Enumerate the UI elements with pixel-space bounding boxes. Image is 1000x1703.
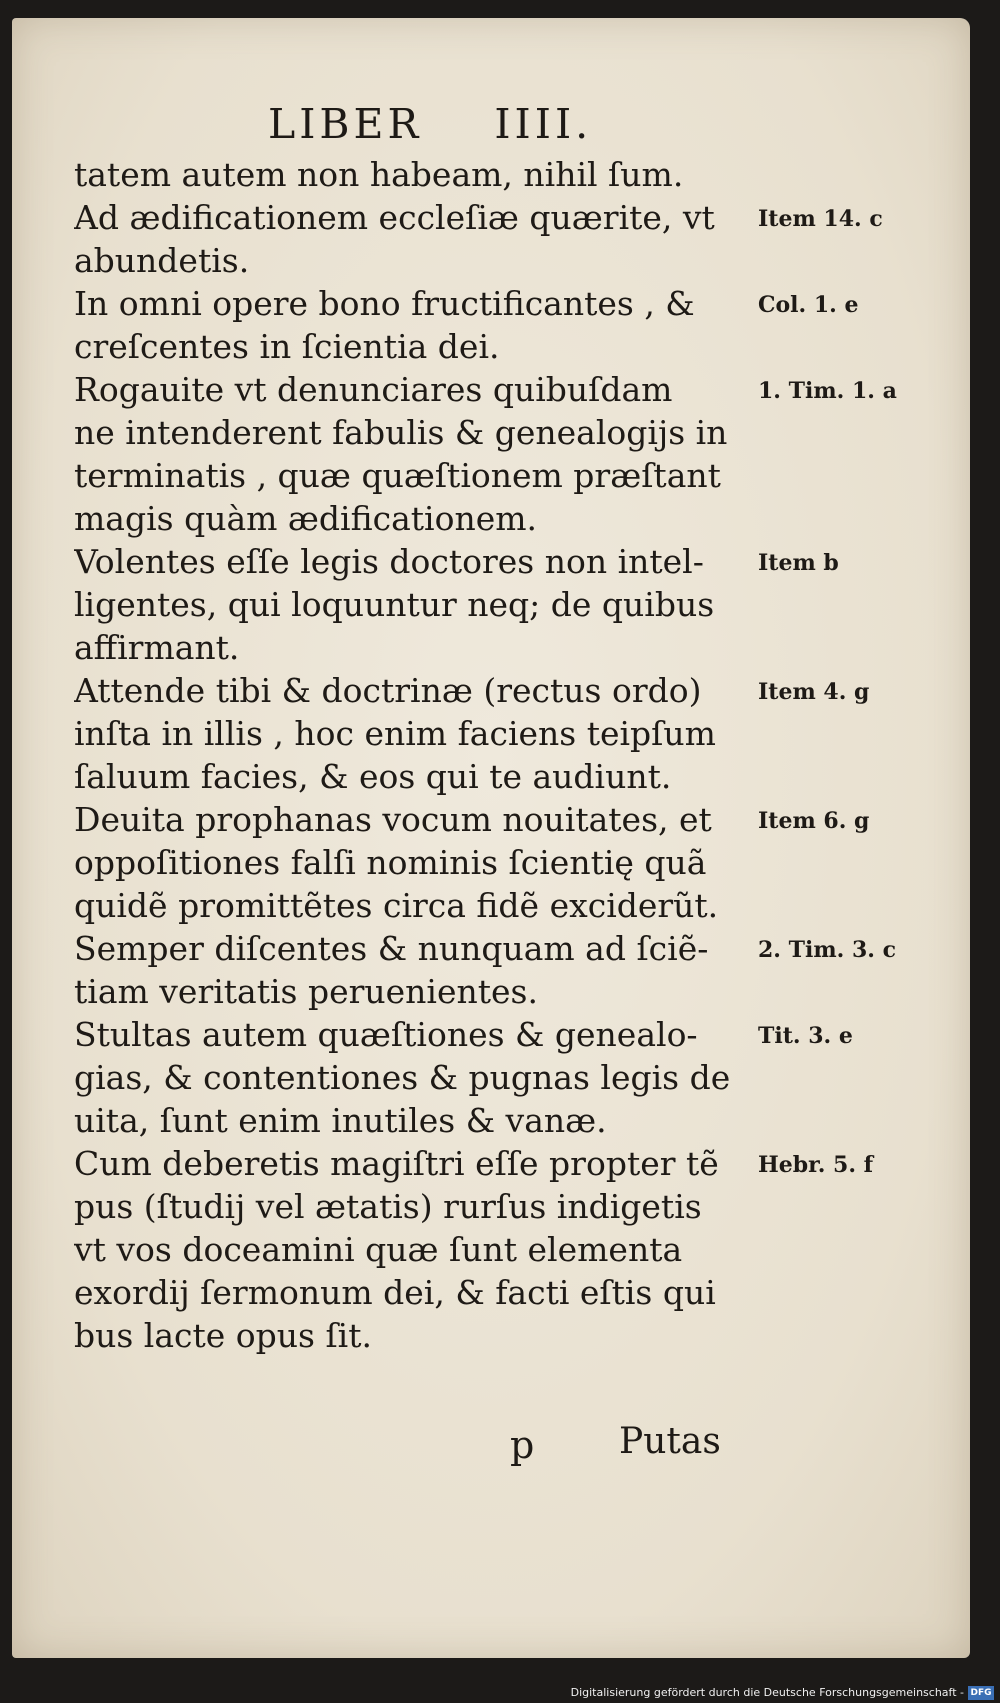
- text-line: tiam veritatis peruenientes.: [74, 972, 538, 1011]
- verse: [74, 196, 764, 282]
- text-line: magis quàm ædificationem.: [74, 499, 538, 538]
- dfg-logo: DFG: [968, 1686, 994, 1700]
- margin-reference: Hebr. 5. f: [758, 1152, 874, 1178]
- text-line: Cum deberetis magiſtri eſſe propter tẽ: [74, 1144, 719, 1183]
- verse: [74, 1013, 764, 1142]
- text-line: oppoſitiones falſi nominis ſcientię quã: [74, 843, 707, 882]
- verse: [74, 1142, 764, 1357]
- margin-reference: 2. Tim. 3. c: [758, 937, 896, 963]
- text-line: pus (ſtudij vel ætatis) rurſus indigetis: [74, 1187, 702, 1226]
- margin-reference: Item 6. g: [758, 808, 870, 834]
- text-line: ne intenderent fabulis & genealogijs in: [74, 413, 728, 452]
- text-line: affirmant.: [74, 628, 240, 667]
- signature-mark: p: [510, 1423, 535, 1467]
- text-line: Ad ædificationem eccleſiæ quærite, vt: [74, 198, 715, 237]
- text-line: Stultas autem quæſtiones & genealo-: [74, 1015, 698, 1054]
- verse: [74, 927, 764, 1013]
- margin-reference: Tit. 3. e: [758, 1023, 853, 1049]
- margin-reference: Item 14. c: [758, 206, 883, 232]
- verse: [74, 798, 764, 927]
- running-header: [268, 100, 592, 148]
- text-line: tatem autem non habeam, nihil ſum.: [74, 155, 684, 194]
- text-line: Attende tibi & doctrinæ (rectus ordo): [74, 671, 702, 710]
- text-line: Deuita prophanas vocum nouitates, et: [74, 800, 712, 839]
- text-line: uita, ſunt enim inutiles & vanæ.: [74, 1101, 607, 1140]
- margin-reference: Item 4. g: [758, 679, 870, 705]
- text-line: In omni opere bono fructificantes , &: [74, 284, 695, 323]
- main-text: [74, 153, 764, 1357]
- header-liber: LIBER: [268, 100, 423, 148]
- text-line: quidẽ promittẽtes circa fidẽ exciderũt.: [74, 886, 719, 925]
- text-line: Semper diſcentes & nunquam ad ſciẽ-: [74, 929, 709, 968]
- text-line: abundetis.: [74, 241, 250, 280]
- verse: [74, 540, 764, 669]
- verse: [74, 282, 764, 368]
- text-line: vt vos doceamini quæ ſunt elementa: [74, 1230, 683, 1269]
- margin-reference: Item b: [758, 550, 839, 576]
- text-line: bus lacte opus ſit.: [74, 1316, 372, 1355]
- book-page: [12, 18, 970, 1658]
- text-line: exordij ſermonum dei, & facti eſtis qui: [74, 1273, 716, 1312]
- margin-reference: Col. 1. e: [758, 292, 859, 318]
- text-line: gias, & contentiones & pugnas legis de: [74, 1058, 731, 1097]
- header-book-number: IIII.: [494, 100, 593, 148]
- text-line: ligentes, qui loquuntur neq; de quibus: [74, 585, 715, 624]
- text-line: terminatis , quæ quæſtionem præſtant: [74, 456, 721, 495]
- margin-reference: 1. Tim. 1. a: [758, 378, 897, 404]
- text-line: Rogauite vt denunciares quibuſdam: [74, 370, 673, 409]
- verse: [74, 669, 764, 798]
- catchword: Putas: [619, 1421, 721, 1462]
- text-line: inſta in illis , hoc enim faciens teipſum: [74, 714, 716, 753]
- digitization-credit: Digitalisierung gefördert durch die Deutsche Forschungsgemeinschaft -: [570, 1686, 964, 1699]
- verse: [74, 153, 764, 196]
- text-line: Volentes eſſe legis doctores non intel-: [74, 542, 704, 581]
- text-line: creſcentes in ſcientia dei.: [74, 327, 500, 366]
- text-line: ſaluum facies, & eos qui te audiunt.: [74, 757, 672, 796]
- verse: [74, 368, 764, 540]
